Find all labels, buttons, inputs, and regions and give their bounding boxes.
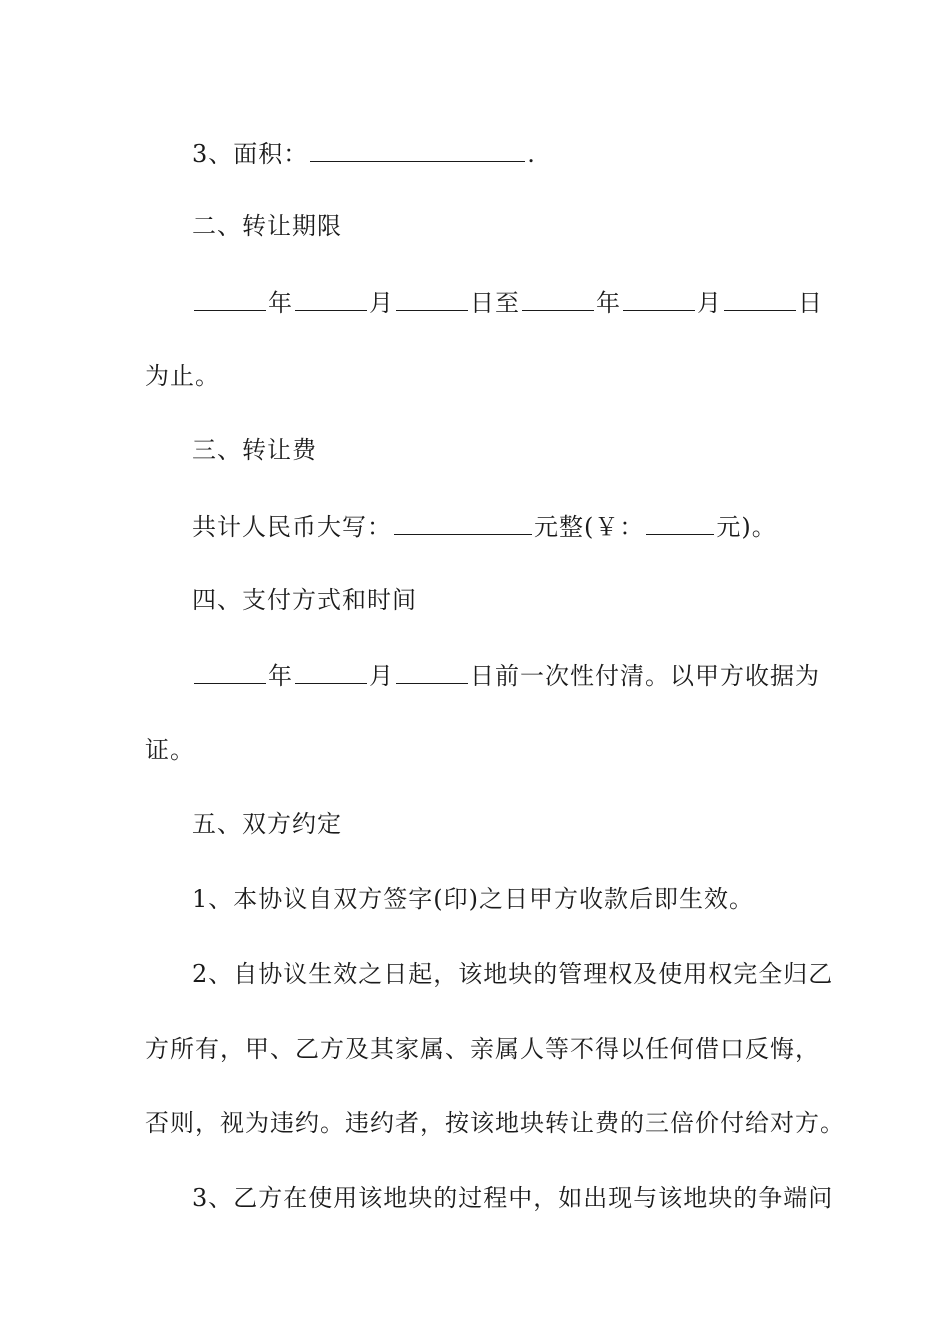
blank-month2: [623, 282, 695, 311]
fee-prefix: 共计人民币大写：: [192, 513, 392, 541]
year1-label: 年: [268, 289, 293, 317]
area-label: 3、面积：: [192, 140, 309, 168]
agreement-item2-line1: 2、自协议生效之日起，该地块的管理权及使用权完全归乙: [192, 960, 834, 988]
blank-pay-day: [396, 655, 468, 684]
agreement-item2-line3: 否则，视为违约。违约者，按该地块转让费的三倍价付给对方。: [145, 1109, 845, 1137]
fee-amount-line: [192, 506, 815, 546]
blank-pay-year: [194, 655, 266, 684]
blank-year2: [522, 282, 594, 311]
agreement-item2-line2: 方所有，甲、乙方及其家属、亲属人等不得以任何借口反悔，: [145, 1035, 820, 1063]
pay-month-label: 月: [369, 662, 394, 690]
blank-year1: [194, 282, 266, 311]
year2-label: 年: [596, 289, 621, 317]
fee-number-blank: [646, 506, 714, 535]
agreement-item3-line1: 3、乙方在使用该地块的过程中，如出现与该地块的争端问: [192, 1184, 834, 1212]
pay-year-label: 年: [268, 662, 293, 690]
fee-end: 元)。: [716, 513, 777, 541]
area-line: [192, 133, 815, 173]
agreement-item1: 1、本协议自双方签字(印)之日甲方收款后即生效。: [192, 885, 754, 913]
blank-pay-month: [295, 655, 367, 684]
fee-mid: 元整(￥：: [534, 513, 645, 541]
fee-words-blank: [394, 506, 532, 535]
pay-rest: 日前一次性付清。以甲方收据为: [470, 662, 820, 690]
month2-label: 月: [697, 289, 722, 317]
term-tail: 为止。: [145, 362, 220, 390]
section5-heading: 五、双方约定: [192, 810, 342, 838]
blank-day1: [396, 282, 468, 311]
term-date-range: [192, 282, 823, 322]
area-end: .: [527, 140, 536, 168]
section3-heading: 三、转让费: [192, 436, 317, 464]
blank-month1: [295, 282, 367, 311]
section2-heading: 二、转让期限: [192, 212, 342, 240]
blank-day2: [724, 282, 796, 311]
day2-label: 日: [798, 289, 823, 317]
day1-label: 日至: [470, 289, 520, 317]
area-blank: [310, 133, 525, 162]
section4-heading: 四、支付方式和时间: [192, 586, 417, 614]
payment-date-line: [192, 655, 820, 695]
month1-label: 月: [369, 289, 394, 317]
payment-tail: 证。: [145, 736, 195, 764]
